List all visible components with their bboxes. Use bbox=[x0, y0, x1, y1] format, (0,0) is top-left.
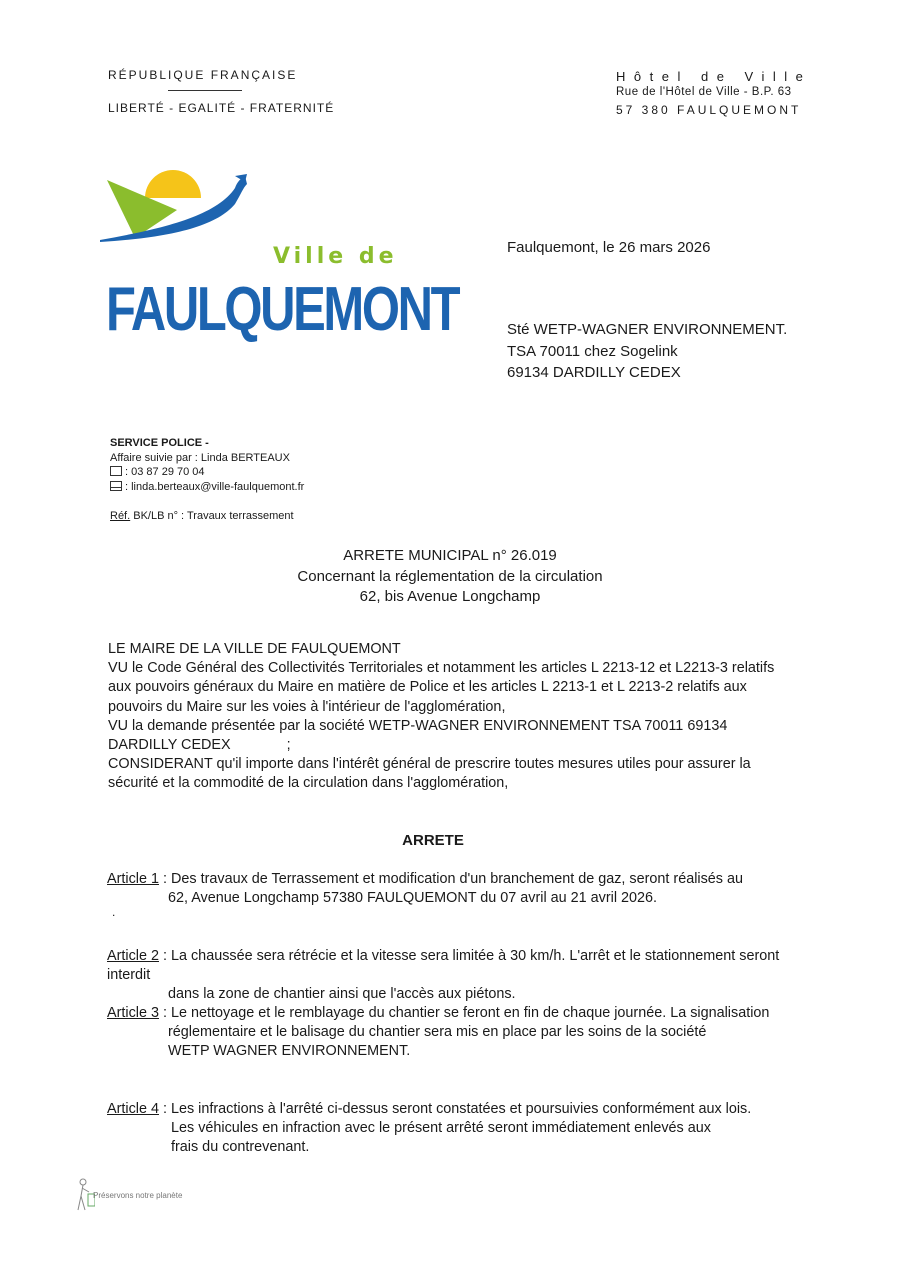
preamble bbox=[108, 640, 798, 794]
article-label: Article 3 bbox=[107, 1005, 159, 1021]
article-text-continued: Les véhicules en infraction avec le présent arrêté seront immédiatement enlevés aux frais du contrevenant. bbox=[171, 1120, 711, 1156]
service-email: : linda.berteaux@ville-faulquemont.fr bbox=[125, 480, 305, 493]
recipient-address bbox=[507, 319, 787, 384]
reference-line bbox=[110, 510, 294, 522]
townhall-city: 57 380 FAULQUEMONT bbox=[616, 103, 802, 117]
followed-by: Affaire suivie par : Linda BERTEAUX bbox=[110, 451, 290, 464]
republic-divider bbox=[168, 90, 242, 91]
recipient-line: Sté WETP-WAGNER ENVIRONNEMENT. bbox=[507, 321, 788, 338]
recipient-line: 69134 DARDILLY CEDEX bbox=[507, 364, 681, 381]
decree-title-line: Concernant la réglementation de la circulation bbox=[297, 567, 603, 585]
recycling-person-icon bbox=[75, 1178, 95, 1212]
logo-sun-shape bbox=[145, 170, 201, 198]
article-label: Article 4 bbox=[107, 1101, 159, 1117]
service-name: SERVICE POLICE - bbox=[110, 437, 209, 449]
article-text: La chaussée sera rétrécie et la vitesse sera limitée à 30 km/h. L'arrêt et le stationnement seront interdit bbox=[107, 948, 780, 984]
article-text-continued: dans la zone de chantier ainsi que l'accès aux piétons. bbox=[168, 986, 516, 1003]
service-phone: : 03 87 29 70 04 bbox=[125, 466, 205, 478]
preamble-paragraph: VU le Code Général des Collectivités Territoriales et notamment les articles L 2213-12 et L2213-3 relatifs aux pouvoirs généraux du Maire en matière de Police et les articles L 2213-1 et L 2213-2 relatifs aux pouvoirs du Maire sur les voies à l'intérieur de l'agglomération, bbox=[108, 660, 775, 715]
republic-heading: RÉPUBLIQUE FRANÇAISE bbox=[108, 68, 298, 82]
decree-title-line: 62, bis Avenue Longchamp bbox=[359, 588, 541, 605]
service-contact-block bbox=[110, 436, 304, 494]
national-motto: LIBERTÉ - EGALITÉ - FRATERNITÉ bbox=[108, 101, 335, 115]
decree-title-line: ARRETE MUNICIPAL n° 26.019 bbox=[343, 547, 557, 564]
recipient-line: TSA 70011 chez Sogelink bbox=[507, 342, 678, 360]
article-text: Des travaux de Terrassement et modification d'un branchement de gaz, seront réalisés au bbox=[170, 871, 744, 887]
arrete-heading: ARRETE bbox=[402, 832, 464, 849]
date-line: Faulquemont, le 26 mars 2026 bbox=[507, 239, 711, 256]
article-label: Article 2 bbox=[107, 948, 159, 964]
city-logo-icon bbox=[95, 168, 255, 268]
article: Article 4 : Les infractions à l'arrêté ci-dessus seront constatées et poursuivies conformément aux lois. Les véhicules en infraction avec le présent arrêté seront immédiatement enlevés aux frais du contrevenant. bbox=[107, 1100, 807, 1158]
eco-footer-text: Préservons notre planète bbox=[93, 1191, 183, 1200]
stray-dot: . bbox=[112, 905, 116, 919]
phone-icon bbox=[110, 466, 122, 476]
article-text-continued: réglementaire et le balisage du chantier sera mis en place par les soins de la société WETP WAGNER ENVIRONNEMENT. bbox=[168, 1024, 707, 1060]
logo-city-name: FAULQUEMONT bbox=[106, 275, 459, 344]
preamble-paragraph: CONSIDERANT qu'il importe dans l'intérêt général de prescrire toutes mesures utiles pour assurer la sécurité et la commodité de la circulation dans l'agglomération, bbox=[108, 756, 751, 792]
decree-title bbox=[0, 546, 900, 608]
article-text: Le nettoyage et le remblayage du chantier se feront en fin de chaque journée. La signalisation bbox=[170, 1005, 770, 1021]
reference-label: Réf. bbox=[110, 510, 131, 522]
article: Article 2 : La chaussée sera rétrécie et la vitesse sera limitée à 30 km/h. L'arrêt et le stationnement seront interdit dans la zone de chantier ainsi que l'accès aux piétons. bbox=[107, 947, 807, 1005]
mail-icon bbox=[110, 481, 122, 491]
preamble-paragraph: LE MAIRE DE LA VILLE DE FAULQUEMONT bbox=[108, 641, 401, 657]
townhall-title: Hôtel de Ville bbox=[616, 69, 812, 84]
logo-ville-de: Ville de bbox=[273, 244, 398, 269]
article: Article 3 : Le nettoyage et le remblayage du chantier se feront en fin de chaque journée. La signalisation réglementaire et le balisage du chantier sera mis en place par les soins de la société WETP WAGNER ENVIRONNEMENT. bbox=[107, 1004, 807, 1062]
article-label: Article 1 bbox=[107, 871, 159, 887]
article-text: Les infractions à l'arrêté ci-dessus seront constatées et poursuivies conformément aux lois. bbox=[170, 1101, 752, 1117]
townhall-street: Rue de l'Hôtel de Ville - B.P. 63 bbox=[616, 86, 792, 98]
article-text-continued: 62, Avenue Longchamp 57380 FAULQUEMONT du 07 avril au 21 avril 2026. bbox=[168, 890, 658, 907]
reference-value: BK/LB n° : Travaux terrassement bbox=[130, 510, 294, 522]
preamble-paragraph: VU la demande présentée par la société WETP-WAGNER ENVIRONNEMENT TSA 70011 69134 DARDILLY CEDEX ; bbox=[108, 717, 732, 754]
article: Article 1 : Des travaux de Terrassement et modification d'un branchement de gaz, seront réalisés au 62, Avenue Longchamp 57380 FAULQUEMONT du 07 avril au 21 avril 2026. bbox=[107, 870, 807, 908]
